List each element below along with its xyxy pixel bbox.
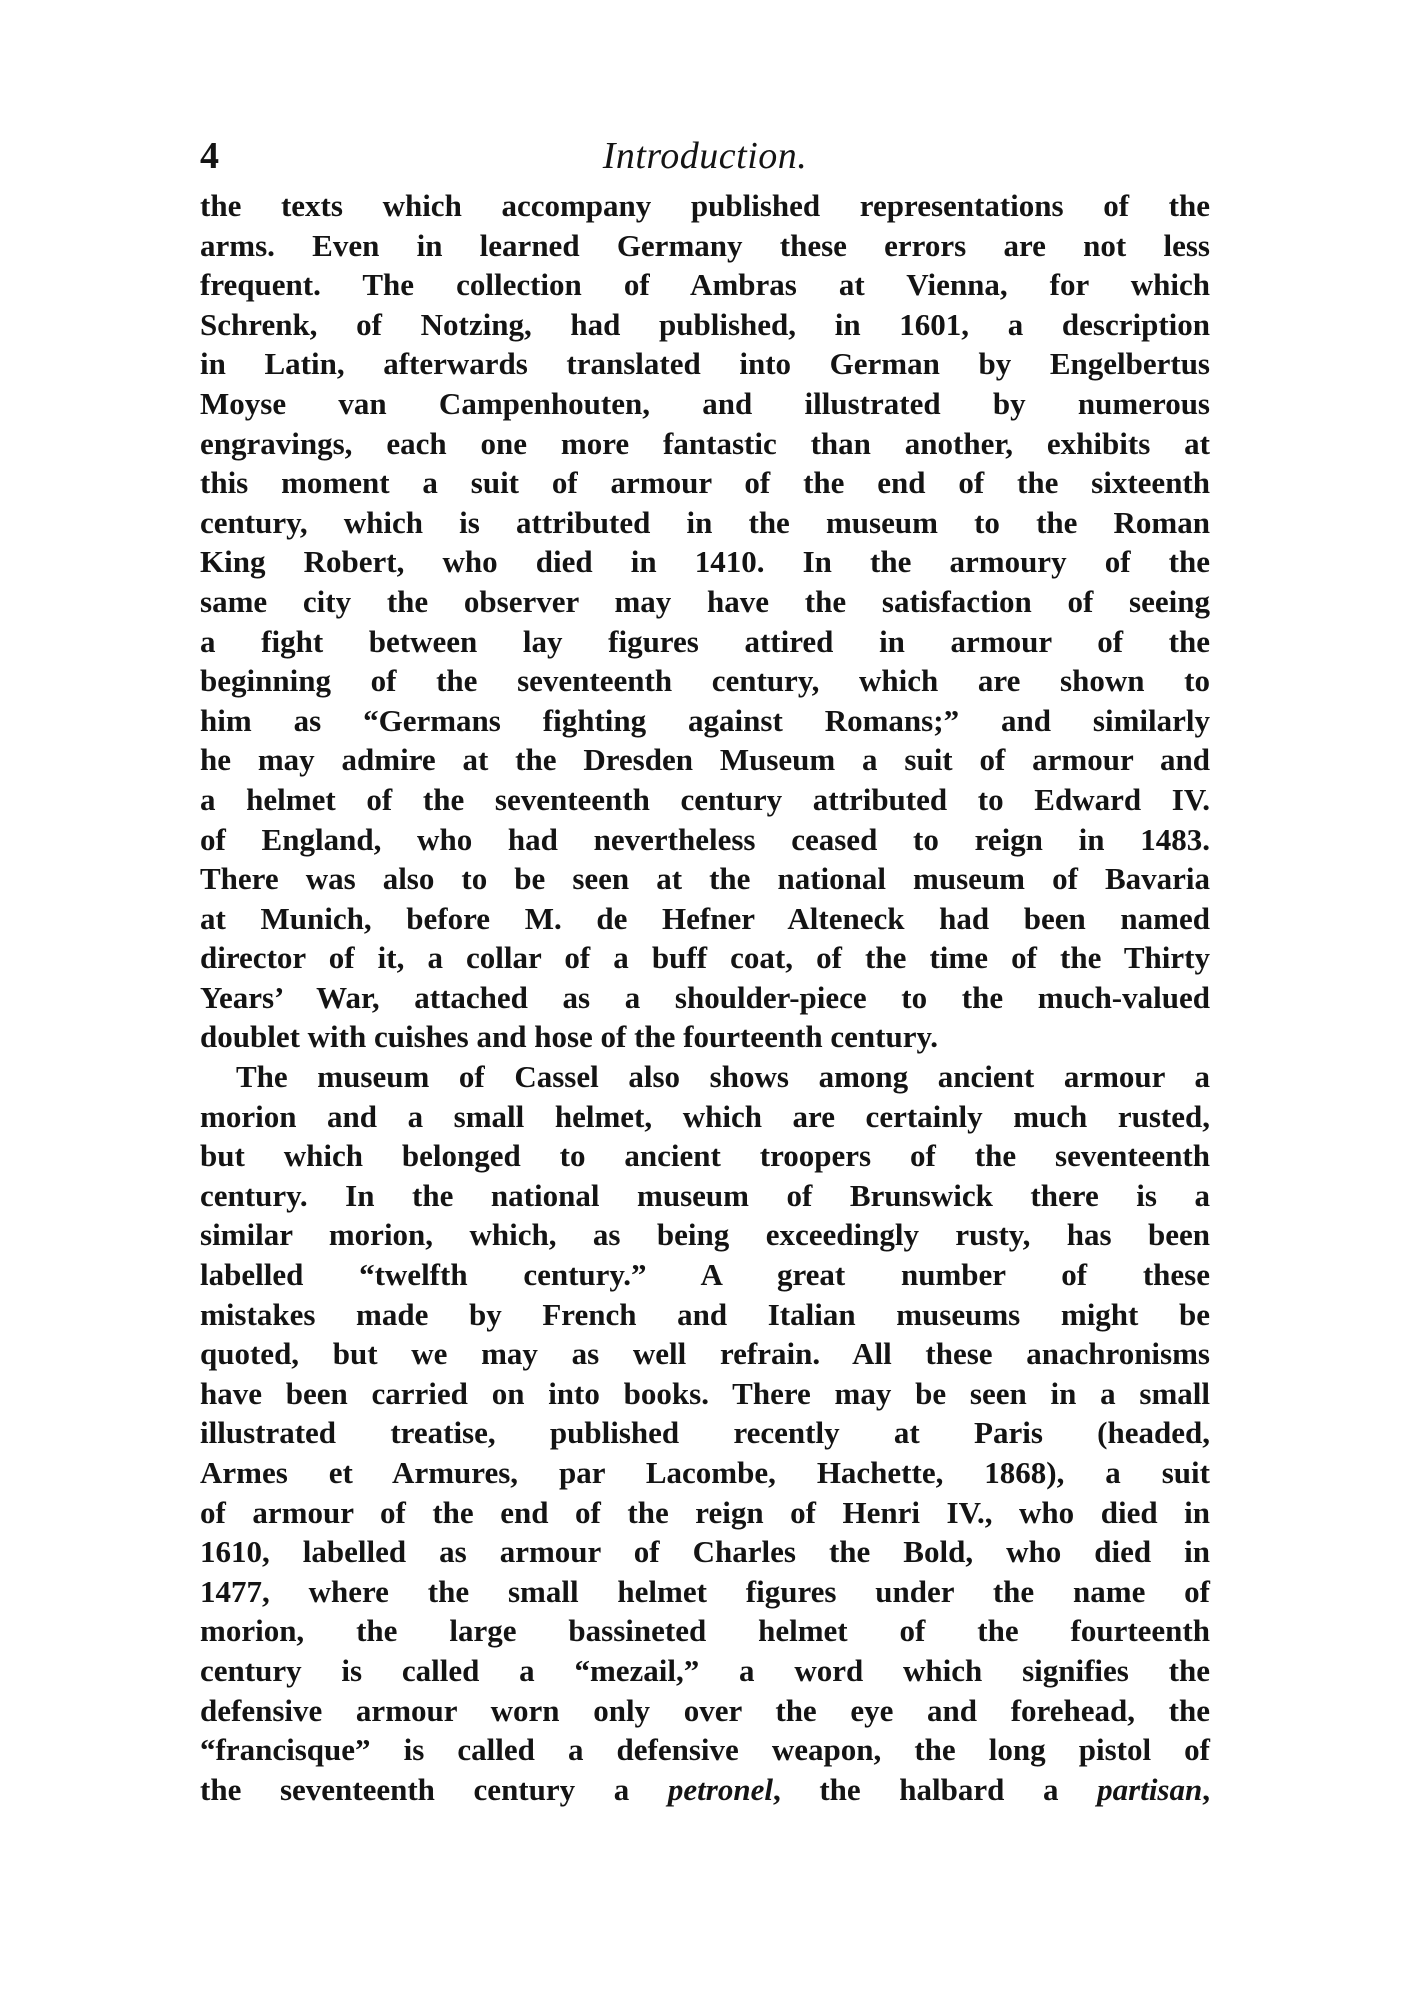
text-line: of armour of the end of the reign of Henri IV., who died in xyxy=(200,1494,1210,1530)
text-line: The museum of Cassel also shows among ancient armour a xyxy=(236,1059,1210,1095)
text-line: director of it, a collar of a buff coat, of the time of the Thirty xyxy=(200,940,1210,976)
text-line: arms. Even in learned Germany these errors are not less xyxy=(200,227,1210,263)
text-line: frequent. The collection of Ambras at Vienna, for which xyxy=(200,267,1210,303)
text-line: mistakes made by French and Italian museums might be xyxy=(200,1296,1210,1332)
text-line: the texts which accompany published representations of the xyxy=(200,188,1210,223)
text-line: defensive armour worn only over the eye and forehead, the xyxy=(200,1692,1210,1728)
italic-term: petronel xyxy=(667,1771,773,1807)
text-line: a helmet of the seventeenth century attributed to Edward IV. xyxy=(200,781,1210,817)
text-line: King Robert, who died in 1410. In the armoury of the xyxy=(200,544,1210,580)
text-line: quoted, but we may as well refrain. All these anachronisms xyxy=(200,1336,1210,1372)
text-line: him as “Germans fighting against Romans;” and similarly xyxy=(200,702,1210,738)
text-line: There was also to be seen at the national museum of Bavaria xyxy=(200,861,1210,897)
text-line: Years’ War, attached as a shoulder-piece to the much-valued xyxy=(200,979,1210,1015)
text-line: he may admire at the Dresden Museum a suit of armour and xyxy=(200,742,1210,778)
text-line: similar morion, which, as being exceedingly rusty, has been xyxy=(200,1217,1210,1253)
text-line: “francisque” is called a defensive weapon, the long pistol of xyxy=(200,1732,1210,1768)
text-line: have been carried on into books. There may be seen in a small xyxy=(200,1375,1210,1411)
text-fragment: the seventeenth century a xyxy=(200,1771,668,1807)
text-line: but which belonged to ancient troopers of the seventeenth xyxy=(200,1138,1210,1174)
text-line: doublet with cuishes and hose of the fourteenth century. xyxy=(200,1019,939,1055)
text-line: Schrenk, of Notzing, had published, in 1601, a description xyxy=(200,306,1210,342)
running-head xyxy=(200,130,1210,182)
text-line: engravings, each one more fantastic than another, exhibits at xyxy=(200,425,1210,461)
text-fragment: , xyxy=(1202,1771,1210,1807)
paragraph-2 xyxy=(200,1057,1210,1809)
text-line: 1610, labelled as armour of Charles the Bold, who died in xyxy=(200,1534,1210,1570)
text-line: labelled “twelfth century.” A great number of these xyxy=(200,1257,1210,1293)
text-line: Armes et Armures, par Lacombe, Hachette, 1868), a suit xyxy=(200,1455,1210,1490)
text-line: of England, who had nevertheless ceased to reign in 1483. xyxy=(200,821,1210,857)
text-line: same city the observer may have the satisfaction of seeing xyxy=(200,583,1210,619)
text-line: illustrated treatise, published recently at Paris (headed, xyxy=(200,1415,1210,1451)
text-line: century, which is attributed in the museum to the Roman xyxy=(200,504,1210,540)
paragraph-1 xyxy=(200,186,1210,1057)
text-line: 1477, where the small helmet figures under the name of xyxy=(200,1573,1210,1609)
text-line: Moyse van Campenhouten, and illustrated by numerous xyxy=(200,385,1210,421)
text-line: this moment a suit of armour of the end of the sixteenth xyxy=(200,465,1210,501)
text-line: century is called a “mezail,” a word which signifies the xyxy=(200,1652,1210,1688)
book-page xyxy=(200,130,1210,1809)
text-line: at Munich, before M. de Hefner Alteneck had been named xyxy=(200,900,1210,936)
text-fragment: , the halbard a xyxy=(772,1771,1098,1807)
body-text xyxy=(200,186,1210,1809)
text-line: century. In the national museum of Brunswick there is a xyxy=(200,1177,1210,1213)
italic-term: partisan xyxy=(1097,1771,1203,1807)
running-title: Introduction. xyxy=(602,135,808,177)
text-line: in Latin, afterwards translated into German by Engelbertus xyxy=(200,346,1210,382)
text-line: morion, the large bassineted helmet of the fourteenth xyxy=(200,1613,1210,1649)
text-line: beginning of the seventeenth century, which are shown to xyxy=(200,663,1210,699)
text-line: morion and a small helmet, which are certainly much rusted, xyxy=(200,1098,1210,1134)
page-number: 4 xyxy=(200,135,219,177)
text-line: a fight between lay figures attired in armour of the xyxy=(200,623,1210,659)
text-line xyxy=(200,1770,1210,1810)
